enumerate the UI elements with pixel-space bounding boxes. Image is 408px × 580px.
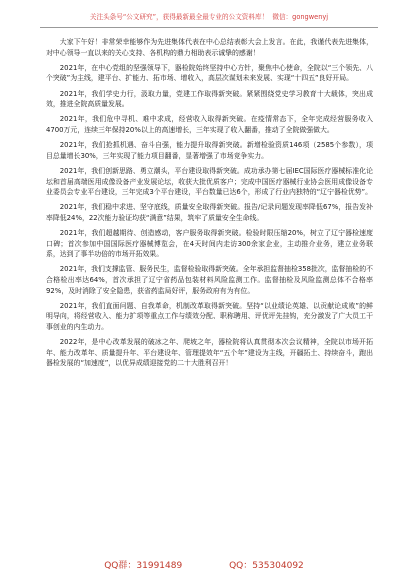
paragraph-supervision: 2021年，我们支撑监管、服务民生，监督检验取得新突破。全年承担监督抽检358批次，监督抽检的不合格检出率达64%，首次承担了辽宁省药品包装材料风险监测工作。监督抽检及风险监测总体不合格率92%，及时消除了安全隐患，获省药监局好评，服务政府有为有位。 (46, 265, 373, 295)
header-divider (40, 27, 378, 28)
speech-body (46, 37, 373, 374)
header-wechat-text: 微信：gongwenyj (272, 13, 329, 21)
paragraph-capability: 2021年，我们抢抓机遇、奋斗自强，能力提升取得新突破。新增检验资质146项（2585个参数），项目总量增长30%，三年实现了能力项目翻番，显著增强了市场竞争实力。 (46, 141, 373, 160)
paragraph-revenue: 2021年，我们危中寻机、难中求成，经营收入取得新突破。在疫情常态下，全年完成经营服务收入4700万元，连续三年保持20%以上的高速增长，三年实现了收入翻番，推动了全院做强做大。 (46, 115, 373, 134)
paragraph-service: 2021年，我们超越期待、创造感动，客户服务取得新突破。检验时限压缩20%，树立了辽宁器检速度口碑；首次参加中国国际医疗器械博览会，在4天时间内走访300余家企业，主动推介业务，建立业务联系，达到了事半功倍的市场开拓效果。 (46, 229, 373, 259)
paragraph-platform: 2021年，我们创新思路、勇立潮头，平台建设取得新突破。成功承办第七届IEC国际医疗器械标准化论坛和首届高端医用成像设备产业发展论坛，收获大批优质客户；完成中国医疗器械行业协会医用成像设备专业委员会专业平台建设，三年完成3个平台建设，平台数量已达6个，形成了行业内独特的“辽宁器检优势”。 (46, 166, 373, 197)
header-promo-text: 关注头条号“公文研究”，获得最新最全最专业的公文资料库！ (89, 13, 269, 21)
paragraph-outlook: 2022年，是中心改革发展的破冰之年、爬坡之年，器检院将认真贯彻本次会议精神，全院以市场开拓年、能力改革年、质量提升年、平台建设年、管理提效年“五个年”建设为主线，开疆拓土、持续奋斗，跑出器检发展的“加速度”，以优异成绩迎接党的二十大胜利召开！ (46, 338, 373, 368)
page-header (40, 13, 378, 22)
footer-qq-group: QQ群：31991489 (104, 561, 183, 571)
page-footer (0, 558, 408, 571)
paragraph-reform: 2021年，我们直面问题、自我革命，机制改革取得新突破。坚持“以业绩论英雄、以贡献论成败”的鲜明导向，将经营收入、能力扩项等重点工作与绩效分配、职称聘用、评优评先挂钩，充分激发了广大员工干事创业的内生动力。 (46, 301, 373, 331)
paragraph-overview: 2021年，在中心党组的坚强领导下，器检院始终坚持中心方针，聚焦中心使命，全院以“三个领先、八个突破”为主线，建平台、扩能力、拓市场、增收入，高层次谋划未来发展、实现“十四五”良好开局。 (46, 63, 373, 83)
paragraph-party-building: 2021年，我们学史力行，汲取力量，党建工作取得新突破。紧紧围绕党史学习教育十大载体，突出成效，推进全院高质量发展。 (46, 89, 373, 109)
paragraph-greeting: 大家下午好！非常荣幸能够作为先进集体代表在中心总结表彰大会上发言。在此，我谨代表先进集体，对中心领导一直以来的关心支持、各机构的鼎力相助表示诚挚的感谢！ (46, 38, 373, 57)
paragraph-quality: 2021年，我们稳中求进、坚守底线，质量安全取得新突破。报告/记录问题发现率降低67%，报告发补率降低24%，22次能力验证均获“满意”结果，筑牢了质量安全生命线。 (46, 203, 373, 222)
footer-qq-number: QQ：535304092 (229, 561, 304, 571)
